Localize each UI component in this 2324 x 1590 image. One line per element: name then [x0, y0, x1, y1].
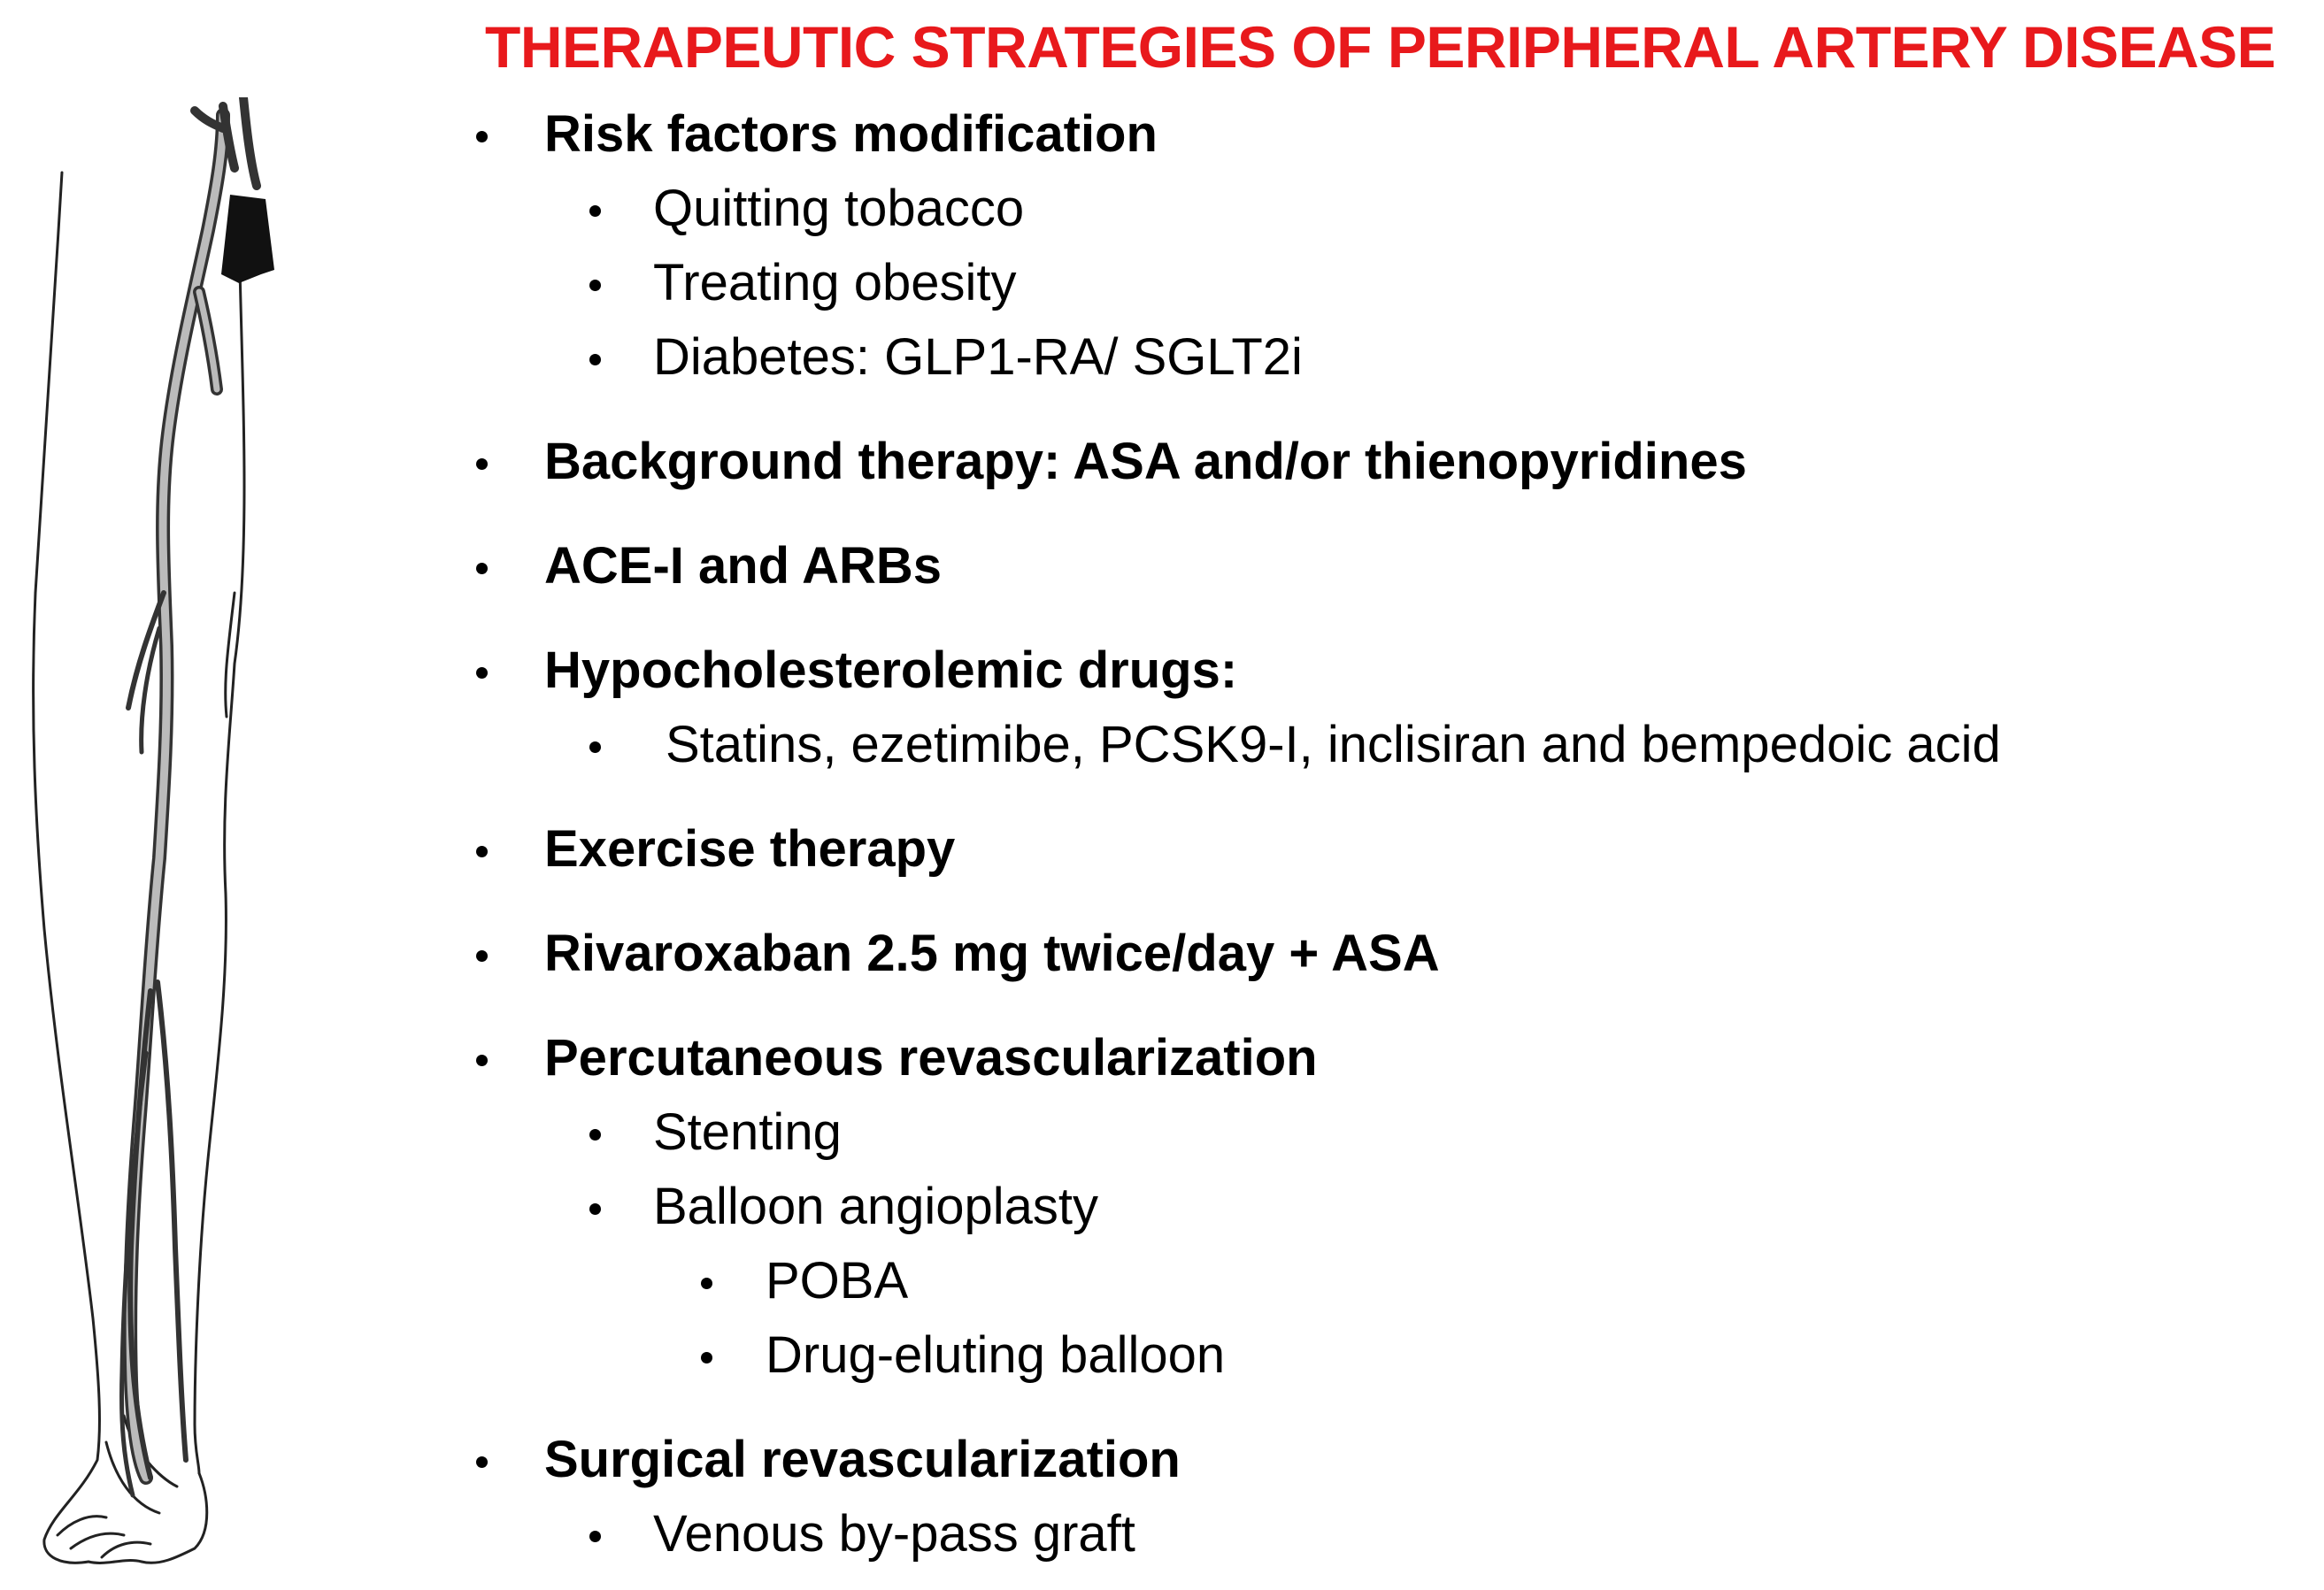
list-item: [460, 172, 2301, 246]
list-item: [460, 1095, 2301, 1170]
list-item: [460, 246, 2301, 320]
list-item-text: Drug-eluting balloon: [766, 1326, 1226, 1384]
bullet-icon: [589, 354, 601, 365]
bullet-icon: [476, 950, 488, 962]
list-item-text: Balloon angioplasty: [653, 1178, 1099, 1235]
section-heading: Percutaneous revascularization: [544, 1029, 1318, 1087]
bullet-icon: [589, 1203, 601, 1215]
list-item-text: Venous by-pass graft: [653, 1505, 1135, 1563]
section-heading: Risk factors modification: [544, 105, 1158, 163]
section-heading: Background therapy: ASA and/or thienopyridines: [544, 433, 1747, 490]
bullet-icon: [476, 563, 488, 574]
list-item-text: Statins, ezetimibe, PCSK9-I, inclisiran and bempedoic acid: [666, 716, 2001, 773]
list-item-background-therapy: [460, 425, 2301, 499]
list-item-surgical: [460, 1423, 2301, 1497]
bullet-icon: [701, 1352, 712, 1363]
list-item-text: Stenting: [653, 1103, 842, 1161]
bullet-icon: [589, 1531, 601, 1542]
list-item-text: POBA: [766, 1252, 909, 1310]
list-item-rivaroxaban: [460, 917, 2301, 991]
section-heading: ACE-I and ARBs: [544, 537, 942, 595]
bullet-icon: [701, 1278, 712, 1289]
bullet-icon: [476, 1055, 488, 1066]
list-item-exercise: [460, 812, 2301, 887]
bullet-icon: [476, 1456, 488, 1468]
bullet-icon: [589, 1129, 601, 1141]
strategy-list: [460, 97, 2301, 1571]
section-heading: Surgical revascularization: [544, 1431, 1181, 1488]
list-item-text: Diabetes: GLP1-RA/ SGLT2i: [653, 328, 1303, 386]
list-item: [460, 1318, 2301, 1393]
bullet-icon: [476, 458, 488, 470]
list-item: [460, 1244, 2301, 1318]
list-item: [460, 1497, 2301, 1571]
list-item-hypocholesterolemic: [460, 634, 2301, 708]
bullet-icon: [589, 205, 601, 217]
list-item-risk-factors: [460, 97, 2301, 172]
leg-artery-illustration: [18, 97, 310, 1584]
bullet-icon: [589, 741, 601, 753]
occlusion-mark: [221, 195, 274, 283]
list-item: [460, 1170, 2301, 1244]
bullet-icon: [476, 667, 488, 679]
list-item-percutaneous: [460, 1021, 2301, 1095]
bullet-icon: [476, 846, 488, 857]
section-heading: Hypocholesterolemic drugs:: [544, 641, 1238, 699]
list-item-text: Treating obesity: [653, 254, 1017, 311]
section-heading: Rivaroxaban 2.5 mg twice/day + ASA: [544, 925, 1440, 982]
list-item-ace-arbs: [460, 529, 2301, 603]
page-title: THERAPEUTIC STRATEGIES OF PERIPHERAL ARTERY DISEASE: [485, 14, 2276, 80]
list-item: [460, 708, 2301, 782]
list-item-text: Quitting tobacco: [653, 180, 1025, 237]
bullet-icon: [589, 280, 601, 291]
bullet-icon: [476, 131, 488, 142]
list-item: [460, 320, 2301, 395]
section-heading: Exercise therapy: [544, 820, 956, 878]
